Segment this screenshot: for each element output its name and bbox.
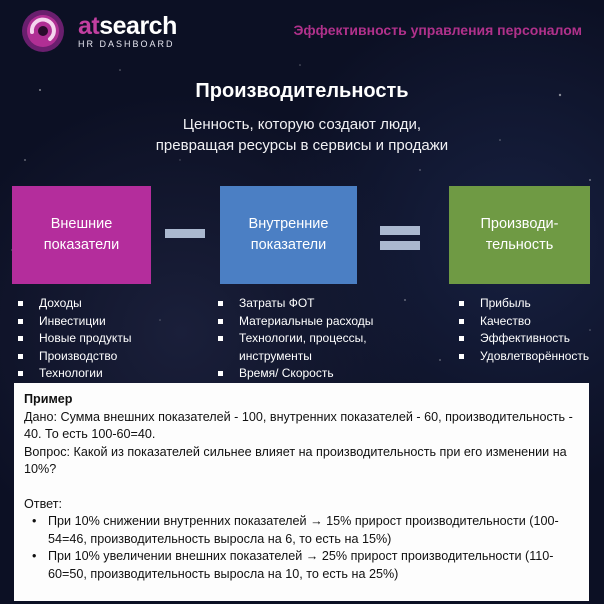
list-item: Технологии	[15, 365, 131, 383]
example-given: Дано: Сумма внешних показателей - 100, внутренних показателей - 60, производительность - 40. То есть 100-60=40.	[24, 409, 573, 441]
list-item: Прибыль	[456, 295, 589, 313]
external-box-line-1: Внешние	[50, 216, 113, 232]
external-box-line-2: показатели	[43, 237, 120, 253]
internal-indicators-list	[215, 295, 390, 383]
example-panel	[14, 383, 589, 601]
subtitle-line-2: превращая ресурсы в сервисы и продажи	[155, 137, 449, 154]
list-item: Инвестиции	[15, 313, 131, 331]
example-title: Пример	[24, 392, 73, 406]
atsearch-logo-icon	[20, 8, 66, 54]
brand-name: atsearch	[78, 12, 177, 40]
minus-sign-icon	[165, 229, 205, 238]
list-item: Новые продукты	[15, 330, 131, 348]
example-answer-label: Ответ:	[24, 496, 62, 511]
list-item: Затраты ФОТ	[215, 295, 390, 313]
list-item: Технологии, процессы, инструменты	[215, 330, 390, 365]
internal-indicators-box	[220, 186, 357, 284]
brand	[78, 14, 177, 49]
productivity-list	[456, 295, 589, 365]
header-bar	[0, 0, 604, 62]
example-question: Вопрос: Какой из показателей сильнее влияет на производительность при его изменении на 10%?	[24, 444, 567, 476]
subtitle-line-1: Ценность, которую создают люди,	[182, 116, 422, 133]
list-item: Время/ Скорость	[215, 365, 390, 383]
answer-item: • При 10% увеличении внешних показателей → 25% прирост производительности (110-60=50, производительность выросла на 10, то есть на 25%)	[24, 548, 579, 583]
internal-box-line-1: Внутренние	[248, 216, 329, 232]
list-item: Эффективность	[456, 330, 589, 348]
productivity-box-line-1: Производи-	[480, 216, 559, 232]
equals-sign-top-bar-icon	[380, 226, 420, 235]
external-indicators-box	[12, 186, 151, 284]
external-indicators-list	[15, 295, 131, 383]
header-tagline: Эффективность управления персоналом	[293, 22, 582, 38]
list-item: Материальные расходы	[215, 313, 390, 331]
example-answers	[24, 513, 579, 583]
list-item: Производство	[15, 348, 131, 366]
productivity-box	[449, 186, 590, 284]
list-item: Качество	[456, 313, 589, 331]
page-title: Производительность	[195, 80, 409, 102]
brand-subtitle: HR DASHBOARD	[78, 39, 175, 49]
list-item: Доходы	[15, 295, 131, 313]
equals-sign-bottom-bar-icon	[380, 241, 420, 250]
list-item: Удовлетворённость	[456, 348, 589, 366]
answer-item: • При 10% снижении внутренних показателей → 15% прирост производительности (100-54=46, производительность выросла на 6, то есть на 15%)	[24, 513, 579, 548]
spacer	[24, 479, 579, 496]
productivity-box-line-2: тельность	[485, 237, 554, 253]
page-subtitle	[0, 114, 604, 156]
internal-box-line-2: показатели	[250, 237, 327, 253]
